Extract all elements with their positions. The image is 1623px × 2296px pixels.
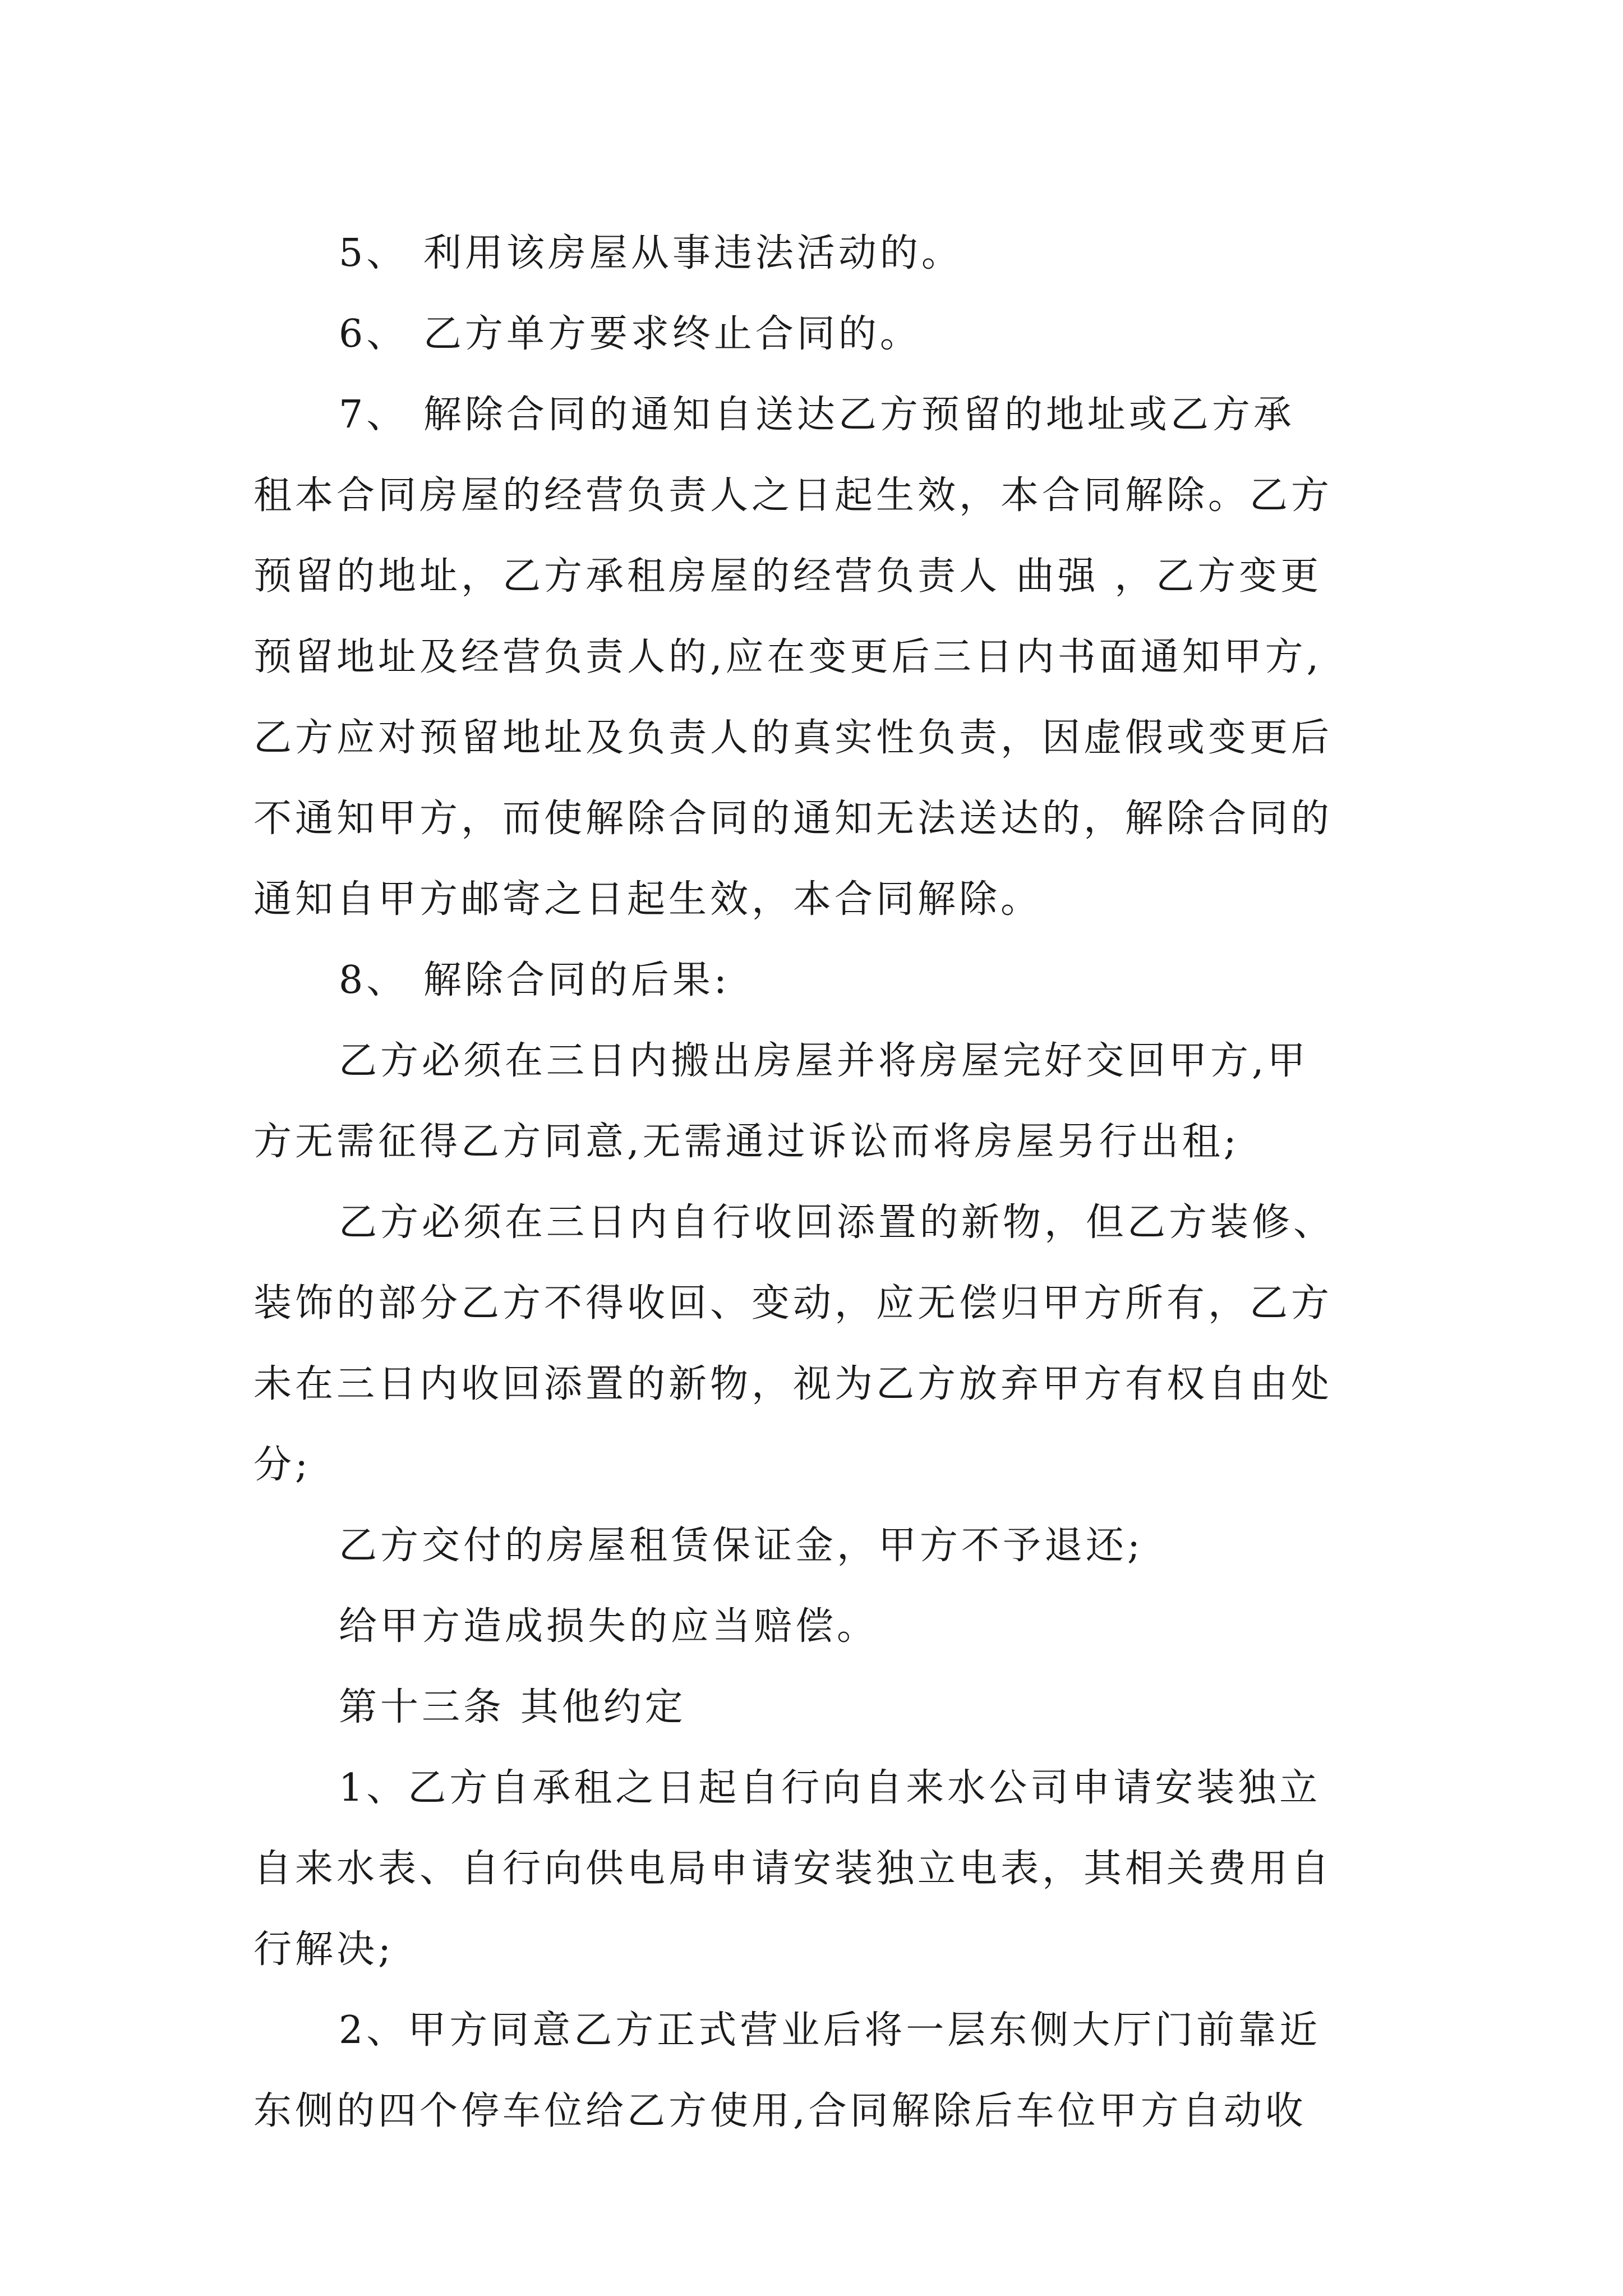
paragraph-line: 2、甲方同意乙方正式营业后将一层东侧大厅门前靠近 bbox=[339, 2008, 1321, 2053]
paragraph-line: 通知自甲方邮寄之日起生效，本合同解除。 bbox=[253, 877, 1043, 922]
section-heading: 第十三条 其他约定 bbox=[339, 1685, 686, 1729]
paragraph-line: 未在三日内收回添置的新物，视为乙方放弃甲方有权自由处 bbox=[253, 1362, 1333, 1406]
paragraph-line: 7、 解除合同的通知自送达乙方预留的地址或乙方承 bbox=[339, 393, 1295, 437]
paragraph-line: 行解决; bbox=[253, 1927, 394, 1972]
paragraph-line: 预留的地址，乙方承租房屋的经营负责人 曲强 ，乙方变更 bbox=[253, 554, 1322, 599]
paragraph-line: 6、 乙方单方要求终止合同的。 bbox=[339, 312, 921, 356]
paragraph-line: 5、 利用该房屋从事违法活动的。 bbox=[339, 231, 963, 275]
paragraph-line: 乙方应对预留地址及负责人的真实性负责，因虚假或变更后 bbox=[253, 716, 1333, 760]
paragraph-line: 分; bbox=[253, 1443, 311, 1487]
paragraph-line: 方无需征得乙方同意,无需通过诉讼而将房屋另行出租; bbox=[253, 1120, 1240, 1164]
paragraph-line: 乙方必须在三日内自行收回添置的新物，但乙方装修、 bbox=[339, 1200, 1335, 1245]
paragraph-line: 8、 解除合同的后果: bbox=[339, 958, 730, 1002]
paragraph-line: 东侧的四个停车位给乙方使用,合同解除后车位甲方自动收 bbox=[253, 2089, 1307, 2133]
paragraph-line: 自来水表、自行向供电局申请安装独立电表，其相关费用自 bbox=[253, 1847, 1333, 1891]
paragraph-line: 租本合同房屋的经营负责人之日起生效，本合同解除。乙方 bbox=[253, 473, 1333, 518]
paragraph-line: 1、乙方自承租之日起自行向自来水公司申请安装独立 bbox=[339, 1766, 1321, 1810]
paragraph-line: 不通知甲方，而使解除合同的通知无法送达的，解除合同的 bbox=[253, 797, 1333, 841]
document-body bbox=[253, 213, 1398, 2152]
paragraph-line: 装饰的部分乙方不得收回、变动，应无偿归甲方所有，乙方 bbox=[253, 1281, 1333, 1326]
paragraph-line: 乙方必须在三日内搬出房屋并将房屋完好交回甲方,甲 bbox=[339, 1039, 1309, 1083]
paragraph-line: 乙方交付的房屋租赁保证金，甲方不予退还; bbox=[339, 1524, 1144, 1568]
paragraph-line: 给甲方造成损失的应当赔偿。 bbox=[339, 1604, 879, 1649]
paragraph-line: 预留地址及经营负责人的,应在变更后三日内书面通知甲方, bbox=[253, 635, 1322, 679]
